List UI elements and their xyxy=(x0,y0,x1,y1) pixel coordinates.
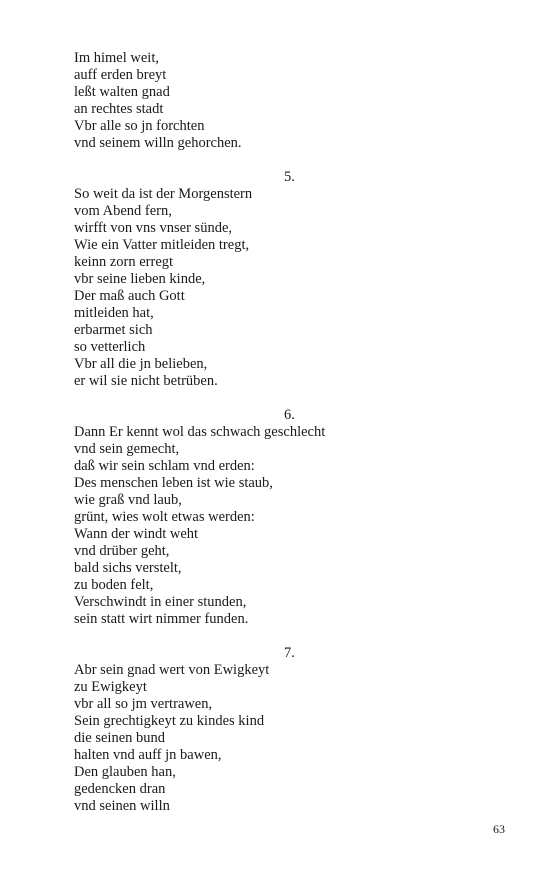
verse-line: wirfft von vns vnser sünde, xyxy=(74,220,233,236)
stanza-number: 7. xyxy=(284,645,295,661)
verse-line: Abr sein gnad wert von Ewigkeyt xyxy=(74,662,270,678)
verse-line: an rechtes stadt xyxy=(74,101,164,117)
verse-line: auff erden breyt xyxy=(74,67,167,83)
verse-line: vnd seinen willn xyxy=(74,798,170,814)
verse-line: Sein grechtigkeyt zu kindes kind xyxy=(74,713,265,729)
stanza-4-continuation xyxy=(74,50,494,152)
verse-line: vnd seinem willn gehorchen. xyxy=(74,135,242,151)
verse-line: vbr seine lieben kinde, xyxy=(74,271,206,287)
verse-line: bald sichs verstelt, xyxy=(74,560,182,576)
verse-line: Wann der windt weht xyxy=(74,526,199,542)
stanza-number: 5. xyxy=(284,169,295,185)
verse-line: Des menschen leben ist wie staub, xyxy=(74,475,273,491)
verse-line: zu boden felt, xyxy=(74,577,154,593)
stanza-lines xyxy=(74,50,494,152)
verse-line: wie graß vnd laub, xyxy=(74,492,182,508)
verse-line: Der maß auch Gott xyxy=(74,288,185,304)
verse-line: vbr all so jm vertrawen, xyxy=(74,696,213,712)
verse-line: leßt walten gnad xyxy=(74,84,170,100)
verse-line: vom Abend fern, xyxy=(74,203,172,219)
stanza-7 xyxy=(74,645,494,815)
verse-line: so vetterlich xyxy=(74,339,146,355)
verse-line: Dann Er kennt wol das schwach geschlecht xyxy=(74,424,326,440)
verse-line: gedencken dran xyxy=(74,781,166,797)
verse-line: vnd sein gemecht, xyxy=(74,441,180,457)
verse-line: So weit da ist der Morgenstern xyxy=(74,186,253,202)
verse-line: sein statt wirt nimmer funden. xyxy=(74,611,249,627)
verse-line: mitleiden hat, xyxy=(74,305,154,321)
verse-line: erbarmet sich xyxy=(74,322,153,338)
verse-line: Wie ein Vatter mitleiden tregt, xyxy=(74,237,250,253)
verse-line: Vbr alle so jn forchten xyxy=(74,118,205,134)
stanza-5 xyxy=(74,169,494,390)
verse-line: keinn zorn erregt xyxy=(74,254,174,270)
stanza-lines xyxy=(74,662,494,815)
verse-line: grünt, wies wolt etwas werden: xyxy=(74,509,255,525)
verse-line: Vbr all die jn belieben, xyxy=(74,356,208,372)
verse-line: zu Ewigkeyt xyxy=(74,679,147,695)
verse-line: Verschwindt in einer stunden, xyxy=(74,594,247,610)
verse-line: vnd drüber geht, xyxy=(74,543,170,559)
stanza-number: 6. xyxy=(284,407,295,423)
poem-page xyxy=(74,50,494,815)
stanza-gap xyxy=(74,152,494,169)
verse-line: Im himel weit, xyxy=(74,50,159,66)
verse-line: Den glauben han, xyxy=(74,764,176,780)
verse-line: halten vnd auff jn bawen, xyxy=(74,747,222,763)
page-number: 63 xyxy=(493,822,505,836)
verse-line: daß wir sein schlam vnd erden: xyxy=(74,458,255,474)
stanza-lines xyxy=(74,186,494,390)
stanza-gap xyxy=(74,390,494,407)
verse-line: er wil sie nicht betrüben. xyxy=(74,373,218,389)
stanza-gap xyxy=(74,628,494,645)
stanza-6 xyxy=(74,407,494,628)
verse-line: die seinen bund xyxy=(74,730,166,746)
stanza-lines xyxy=(74,424,494,628)
